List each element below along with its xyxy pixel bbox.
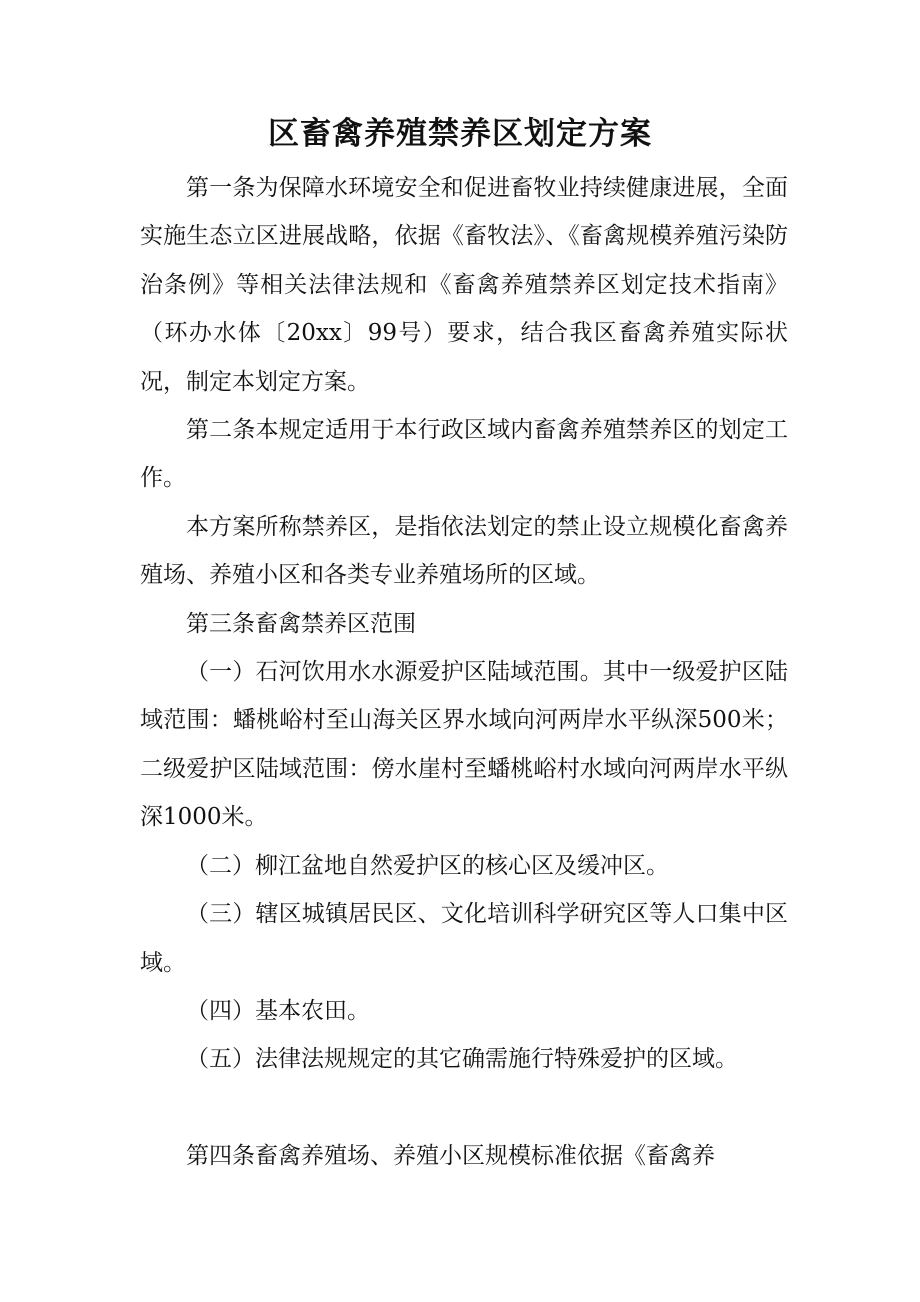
paragraph-spacer	[140, 1084, 788, 1132]
paragraph-item-1: （一）石河饮用水水源爱护区陆域范围。其中一级爱护区陆域范围：蟠桃峪村至山海关区界水域向河两岸水平纵深500米；二级爱护区陆域范围：傍水崖村至蟠桃峪村水域向河两岸水平纵深1000米。	[140, 659, 788, 831]
document-title: 区畜禽养殖禁养区划定方案	[268, 116, 652, 152]
paragraph-item-5: （五）法律法规规定的其它确需施行特殊爱护的区域。	[186, 1046, 738, 1073]
paragraph-article-1: 第一条为保障水环境安全和促进畜牧业持续健康进展，全面实施生态立区进展战略，依据《畜牧法》、《畜禽规模养殖污染防治条例》等相关法律法规和《畜禽养殖禁养区划定技术指南》（环办水体〔20xx〕99号）要求，结合我区畜禽养殖实际状况，制定本划定方案。	[140, 175, 788, 395]
paragraph-item-2: （二）柳江盆地自然爱护区的核心区及缓冲区。	[186, 852, 669, 879]
document-body	[140, 164, 788, 1180]
paragraph-item-3: （三）辖区城镇居民区、文化培训科学研究区等人口集中区域。	[140, 901, 788, 976]
paragraph-article-3-heading: 第三条畜禽禁养区范围	[186, 610, 416, 637]
paragraph-article-4: 第四条畜禽养殖场、养殖小区规模标准依据《畜禽养	[186, 1142, 715, 1169]
paragraph-article-2: 第二条本规定适用于本行政区域内畜禽养殖禁养区的划定工作。	[140, 417, 788, 492]
paragraph-item-4: （四）基本农田。	[186, 997, 370, 1024]
paragraph-definition: 本方案所称禁养区，是指依法划定的禁止设立规模化畜禽养殖场、养殖小区和各类专业养殖场所的区域。	[140, 513, 788, 589]
